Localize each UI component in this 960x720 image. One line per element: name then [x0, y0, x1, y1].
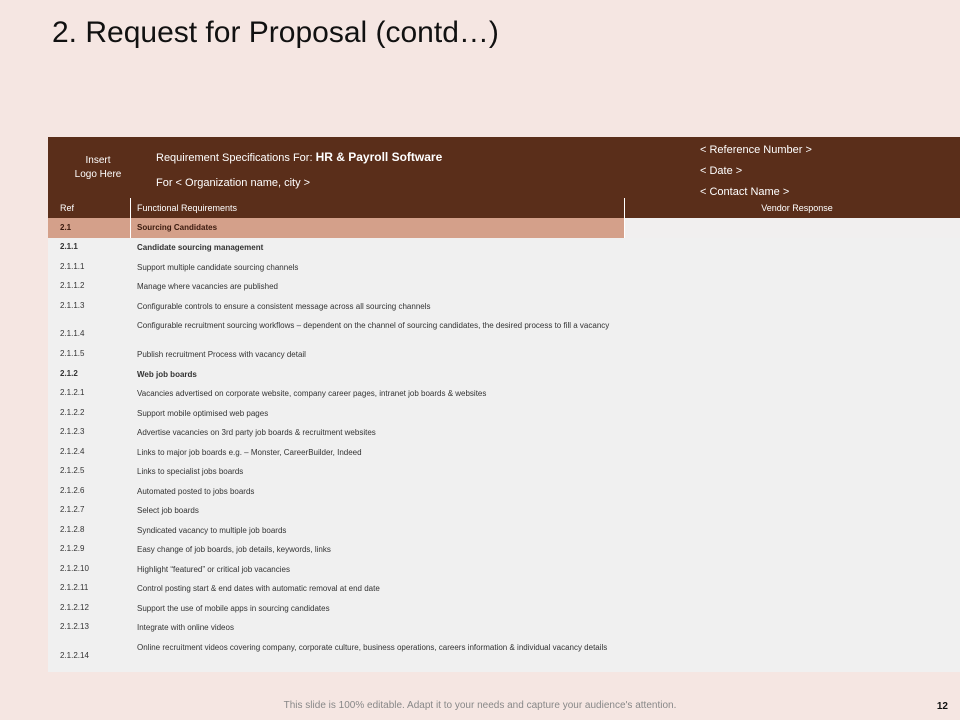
- row-requirement: Publish recruitment Process with vacancy detail: [137, 350, 306, 359]
- organization-line: For < Organization name, city >: [156, 177, 311, 189]
- row-ref: 2.1.2: [60, 368, 78, 378]
- row-ref: 2.1.2.6: [60, 485, 85, 495]
- row-ref: 2.1.2.10: [60, 563, 89, 573]
- row-requirement: Integrate with online videos: [137, 623, 234, 632]
- row-requirement: Advertise vacancies on 3rd party job boards & recruitment websites: [137, 428, 376, 437]
- table-row: [48, 301, 960, 321]
- table-row: [48, 583, 960, 603]
- logo-line-1: Insert: [85, 155, 111, 166]
- contact-name: < Contact Name >: [700, 186, 790, 198]
- table-row: [48, 622, 960, 642]
- row-requirement: Control posting start & end dates with automatic removal at end date: [137, 584, 380, 593]
- table-body: [48, 238, 960, 672]
- row-requirement: Automated posted to jobs boards: [137, 486, 255, 496]
- header-meta: [700, 140, 812, 203]
- row-ref: 2.1.1.4: [60, 329, 85, 338]
- row-requirement: Configurable controls to ensure a consistent message across all sourcing channels: [137, 301, 431, 311]
- row-ref: 2.1.2.4: [60, 446, 85, 456]
- table-row: [48, 242, 960, 262]
- row-requirement: Vacancies advertised on corporate website, company career pages, intranet job boards & websites: [137, 389, 487, 398]
- row-requirement: Web job boards: [137, 369, 197, 379]
- table-row: [48, 408, 960, 428]
- row-requirement: Links to specialist jobs boards: [137, 467, 244, 476]
- table-row: [48, 262, 960, 282]
- row-requirement: Links to major job boards e.g. – Monster, CareerBuilder, Indeed: [137, 447, 362, 457]
- table-row: [48, 281, 960, 301]
- row-requirement: Candidate sourcing management: [137, 243, 264, 252]
- reference-number: < Reference Number >: [700, 144, 812, 156]
- row-requirement: Online recruitment videos covering company, corporate culture, business operations, careers information & individual vacancy details: [137, 642, 608, 652]
- row-requirement: Configurable recruitment sourcing workflows – dependent on the channel of sourcing candidates, the desired process to fill a vacancy: [137, 321, 610, 330]
- col-functional: Functional Requirements: [131, 198, 625, 218]
- row-requirement: Syndicated vacancy to multiple job boards: [137, 525, 287, 535]
- table-row: [48, 525, 960, 545]
- spec-prefix: Requirement Specifications For:: [156, 152, 316, 164]
- logo-line-2: Logo Here: [74, 169, 122, 180]
- row-ref: 2.1.1.2: [60, 281, 85, 290]
- row-ref: 2.1.2.14: [60, 650, 89, 660]
- footer-note: This slide is 100% editable. Adapt it to your needs and capture your audience's attention.: [283, 700, 677, 711]
- row-ref: 2.1.1.3: [60, 300, 85, 310]
- section-label: Sourcing Candidates: [131, 218, 625, 238]
- spec-product: HR & Payroll Software: [315, 150, 443, 164]
- requirement-spec: [156, 150, 442, 164]
- table-row: [48, 505, 960, 525]
- row-requirement: Manage where vacancies are published: [137, 282, 278, 291]
- page-number: 12: [936, 701, 948, 712]
- logo-placeholder: [58, 154, 138, 182]
- row-ref: 2.1.2.9: [60, 544, 85, 553]
- row-ref: 2.1.2.3: [60, 427, 85, 436]
- row-ref: 2.1.1: [60, 242, 78, 251]
- table-row: [48, 544, 960, 564]
- section-vendor-cell: [625, 218, 960, 238]
- col-ref: Ref: [48, 198, 131, 218]
- row-requirement: Support mobile optimised web pages: [137, 408, 269, 418]
- row-ref: 2.1.2.12: [60, 602, 89, 612]
- table-row: [48, 388, 960, 408]
- row-requirement: Select job boards: [137, 506, 199, 515]
- row-ref: 2.1.1.1: [60, 261, 85, 271]
- section-row: [48, 218, 960, 238]
- table-header-banner: [48, 137, 960, 198]
- row-ref: 2.1.2.13: [60, 622, 89, 631]
- table-row: [48, 320, 960, 349]
- table-row: [48, 642, 960, 671]
- row-ref: 2.1.2.8: [60, 524, 85, 534]
- table-row: [48, 603, 960, 623]
- section-ref: 2.1: [48, 218, 131, 238]
- table-row: [48, 369, 960, 389]
- table-row: [48, 486, 960, 506]
- row-requirement: Highlight “featured” or critical job vacancies: [137, 564, 290, 574]
- row-requirement: Easy change of job boards, job details, keywords, links: [137, 545, 331, 554]
- table-row: [48, 427, 960, 447]
- date-field: < Date >: [700, 165, 743, 177]
- row-ref: 2.1.2.2: [60, 407, 85, 417]
- column-headers: [48, 198, 960, 218]
- row-requirement: Support the use of mobile apps in sourcing candidates: [137, 603, 330, 613]
- row-ref: 2.1.2.5: [60, 466, 85, 475]
- table-row: [48, 564, 960, 584]
- table-row: [48, 447, 960, 467]
- row-ref: 2.1.2.7: [60, 505, 85, 514]
- row-requirement: Support multiple candidate sourcing channels: [137, 262, 299, 272]
- page-title: 2. Request for Proposal (contd…): [52, 16, 499, 49]
- table-row: [48, 466, 960, 486]
- table-row: [48, 349, 960, 369]
- row-ref: 2.1.1.5: [60, 349, 85, 358]
- col-vendor: Vendor Response: [761, 203, 833, 213]
- row-ref: 2.1.2.11: [60, 583, 89, 592]
- row-ref: 2.1.2.1: [60, 388, 85, 397]
